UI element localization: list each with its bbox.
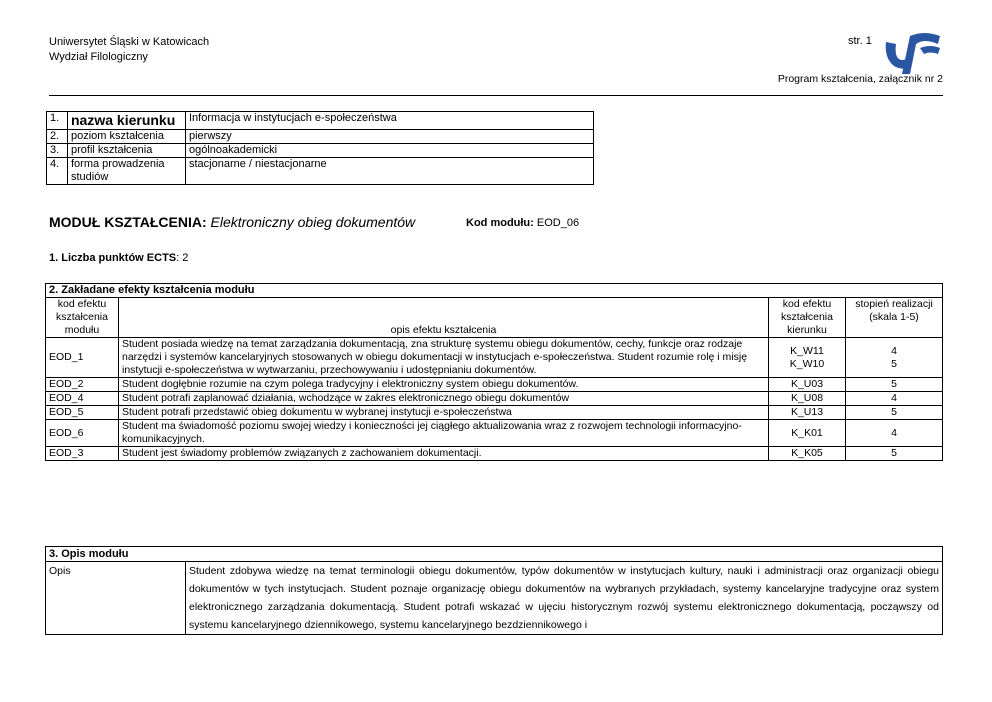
direction-code: K_U08 — [769, 392, 846, 406]
outcome-code: EOD_6 — [46, 420, 119, 447]
faculty-name: Wydział Filologiczny — [49, 51, 148, 63]
ects-value: : 2 — [176, 252, 189, 264]
outcome-code: EOD_4 — [46, 392, 119, 406]
info-value: Informacja w instytucjach e-społeczeństwa — [186, 112, 594, 130]
info-value: ogólnoakademicki — [186, 144, 594, 158]
module-code — [466, 217, 579, 229]
column-header: opis efektu kształcenia — [119, 298, 769, 338]
realization-level: 5 — [846, 406, 943, 420]
module-title-prefix: MODUŁ KSZTAŁCENIA: — [49, 214, 207, 230]
outcome-description: Student posiada wiedzę na temat zarządzania dokumentacją, zna strukturę systemu obiegu dokumentów, cechy, funkcje oraz rodzaje narzędzi i systemów kancelaryjnych stosowanych w obiegu dokumentacji w instytucjach e-społeczeństwa. Student rozumie rolę i misję instytucji e-społeczeństwa w wytwarzaniu, przechowywaniu i udostępnianiu dokumentów. — [119, 338, 769, 378]
info-label: poziom kształcenia — [68, 130, 186, 144]
info-num: 1. — [47, 112, 68, 130]
outcome-description: Student potrafi przedstawić obieg dokumentu w wybranej instytucji e-społeczeństwa — [119, 406, 769, 420]
learning-outcomes-table — [45, 283, 943, 461]
table-row — [46, 406, 943, 420]
direction-code: K_K05 — [769, 447, 846, 461]
outcome-code: EOD_1 — [46, 338, 119, 378]
section-title: 2. Zakładane efekty kształcenia modułu — [46, 284, 943, 298]
page-header-left — [49, 35, 209, 65]
outcome-code: EOD_5 — [46, 406, 119, 420]
column-header-row — [46, 298, 943, 338]
info-num: 3. — [47, 144, 68, 158]
description-text: Student zdobywa wiedzę na temat terminologii obiegu dokumentów, typów dokumentów w instytucjach kultury, nauki i administracji oraz organizacji obiegu dokumentów w tych instytucjach. Student poznaje organizację obiegu dokumentów na wybranych przykładach, systemy kancelaryjne tradycyjne oraz system elektronicznego zarządzania dokumentacją. Student potrafi wskazać w ujęciu historycznym rozwój systemu elektronicznego dokumentacją, począwszy od systemu kancelaryjnego dziennikowego, systemu kancelaryjnego bezdziennikowego i — [186, 562, 943, 635]
module-description-table — [45, 546, 943, 635]
ects-label: 1. Liczba punktów ECTS — [49, 252, 177, 264]
realization-level: 5 — [846, 378, 943, 392]
section-title: 3. Opis modułu — [46, 547, 943, 562]
table-row — [46, 378, 943, 392]
university-logo-icon — [880, 28, 944, 76]
info-label: profil kształcenia — [68, 144, 186, 158]
table-row — [46, 420, 943, 447]
direction-code: K_U13 — [769, 406, 846, 420]
table-row — [46, 392, 943, 406]
outcome-description: Student dogłębnie rozumie na czym polega tradycyjny i elektroniczny system obiegu dokumentów. — [119, 378, 769, 392]
program-note: Program kształcenia, załącznik nr 2 — [777, 73, 943, 85]
column-header: stopień realizacji (skala 1-5) — [846, 298, 943, 338]
table-row — [46, 338, 943, 378]
info-num: 4. — [47, 158, 68, 185]
info-value: pierwszy — [186, 130, 594, 144]
university-name: Uniwersytet Śląski w Katowicach — [49, 36, 210, 48]
outcome-code: EOD_2 — [46, 378, 119, 392]
table-row — [46, 562, 943, 635]
direction-code: K_K01 — [769, 420, 846, 447]
info-row — [47, 130, 594, 144]
program-info-table — [46, 111, 594, 185]
section-header-row — [46, 547, 943, 562]
info-label: forma prowadzenia studiów — [68, 158, 186, 185]
page-number: str. 1 — [848, 35, 872, 47]
info-row — [47, 112, 594, 130]
ects-points — [49, 252, 188, 264]
section-header-row — [46, 284, 943, 298]
module-code-label: Kod modułu: — [466, 217, 534, 229]
description-label: Opis — [46, 562, 186, 635]
info-label: nazwa kierunku — [68, 112, 186, 130]
outcome-description: Student jest świadomy problemów związanych z zachowaniem dokumentacji. — [119, 447, 769, 461]
realization-level: 4 5 — [846, 338, 943, 378]
module-title — [49, 214, 415, 230]
column-header: kod efektu kształcenia kierunku — [769, 298, 846, 338]
module-code-value: EOD_06 — [536, 217, 580, 229]
direction-code: K_U03 — [769, 378, 846, 392]
realization-level: 5 — [846, 447, 943, 461]
column-header: kod efektu kształcenia modułu — [46, 298, 119, 338]
outcome-code: EOD_3 — [46, 447, 119, 461]
direction-code: K_W11 K_W10 — [769, 338, 846, 378]
outcome-description: Student potrafi zaplanować działania, wchodzące w zakres elektronicznego obiegu dokumentów — [119, 392, 769, 406]
info-row — [47, 144, 594, 158]
university-logo — [880, 28, 944, 76]
table-row — [46, 447, 943, 461]
realization-level: 4 — [846, 392, 943, 406]
info-num: 2. — [47, 130, 68, 144]
module-name: Elektroniczny obieg dokumentów — [210, 214, 416, 230]
info-value: stacjonarne / niestacjonarne — [186, 158, 594, 185]
header-divider — [49, 95, 943, 96]
realization-level: 4 — [846, 420, 943, 447]
outcome-description: Student ma świadomość poziomu swojej wiedzy i konieczności jej ciągłego aktualizowania wraz z rozwojem technologii informacyjno-komunikacyjnych. — [119, 420, 769, 447]
info-row — [47, 158, 594, 185]
